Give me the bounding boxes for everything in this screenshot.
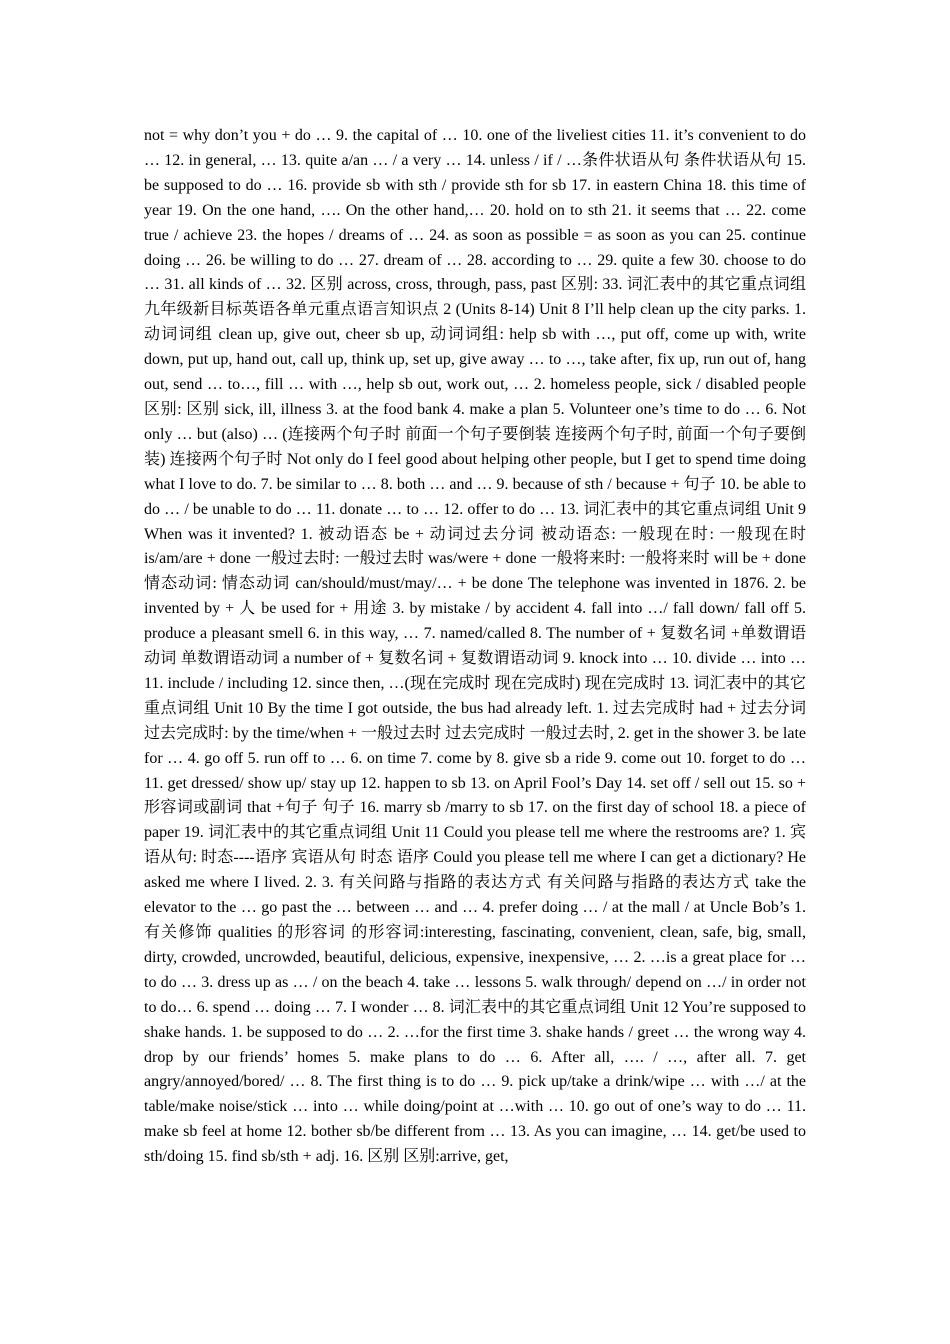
body-paragraph: not = why don’t you + do … 9. the capital of … 10. one of the liveliest cities 11. it’s convenient to do … 12. in general, … 13. quite a/an … / a very … 14. unless / if / …条件状语从句 条件状语从句 15. be supposed to do … 16. provide sb with sth / provide sth for sb 17. in eastern China 18. this time of year 19. On the one hand, …. On the other hand,… 20. hold on to sth 21. it seems that … 22. come true / achieve 23. the hopes / dreams of … 24. as soon as possible = as soon as you can 25. continue doing … 26. be willing to do … 27. dream of … 28. according to … 29. quite a few 30. choose to do … 31. all kinds of … 32. 区别 across, cross, through, pass, past 区别: 33. 词汇表中的其它重点词组 九年级新目标英语各单元重点语言知识点 2 (Units 8-14) Unit 8 I’ll help clean up the city parks. 1. 动词词组 clean up, give out, cheer sb up, 动词词组: help sb with …, put off, come up with, write down, put up, hand out, call up, think up, set up, give away … to …, take after, fix up, run out of, hang out, send … to…, fill … with …, help sb out, work out, … 2. homeless people, sick / disabled people 区别: 区别 sick, ill, illness 3. at the food bank 4. make a plan 5. Volunteer one’s time to do … 6. Not only … but (also) … (连接两个句子时 前面一个句子要倒装 连接两个句子时, 前面一个句子要倒装) 连接两个句子时 Not only do I feel good about helping other people, but I get to spend time doing what I love to do. 7. be similar to … 8. both … and … 9. because of sth / because + 句子 10. be able to do … / be unable to do … 11. donate … to … 12. offer to do … 13. 词汇表中的其它重点词组 Unit 9 When was it invented? 1. 被动语态 be + 动词过去分词 被动语态: 一般现在时: 一般现在时 is/am/are + done 一般过去时: 一般过去时 was/were + done 一般将来时: 一般将来时 will be + done 情态动词: 情态动词 can/should/must/may/… + be done The telephone was invented in 1876. 2. be invented by + 人 be used for + 用途 3. by mistake / by accident 4. fall into …/ fall down/ fall off 5. produce a pleasant smell 6. in this way, … 7. named/called 8. The number of + 复数名词 +单数谓语动词 单数谓语动词 a number of + 复数名词 + 复数谓语动词 9. knock into … 10. divide … into … 11. include / including 12. since then, …(现在完成时 现在完成时) 现在完成时 13. 词汇表中的其它重点词组 Unit 10 By the time I got outside, the bus had already left. 1. 过去完成时 had + 过去分词 过去完成时: by the time/when + 一般过去时 过去完成时 一般过去时, 2. get in the shower 3. be late for … 4. go off 5. run off to … 6. on time 7. come by 8. give sb a ride 9. come out 10. forget to do … 11. get dressed/ show up/ stay up 12. happen to sb 13. on April Fool’s Day 14. set off / sell out 15. so + 形容词或副词 that +句子 句子 16. marry sb /marry to sb 17. on the first day of school 18. a piece of paper 19. 词汇表中的其它重点词组 Unit 11 Could you please tell me where the restrooms are? 1. 宾语从句: 时态----语序 宾语从句 时态 语序 Could you please tell me where I can get a dictionary? He asked me where I lived. 2. 3. 有关问路与指路的表达方式 有关问路与指路的表达方式 take the elevator to the … go past the … between … and … 4. prefer doing … / at the mall / at Uncle Bob’s 1. 有关修饰 qualities 的形容词 的形容词:interesting, fascinating, convenient, clean, safe, big, small, dirty, crowded, uncrowded, beautiful, delicious, expensive, inexpensive, … 2. …is a great place for … to do … 3. dress up as … / on the beach 4. take … lessons 5. walk through/ depend on …/ in order not to do… 6. spend … doing … 7. I wonder … 8. 词汇表中的其它重点词组 Unit 12 You’re supposed to shake hands. 1. be supposed to do … 2. …for the first time 3. shake hands / greet … the wrong way 4. drop by our friends’ homes 5. make plans to do … 6. After all, …. / …, after all. 7. get angry/annoyed/bored/ … 8. The first thing is to do … 9. pick up/take a drink/wipe … with …/ at the table/make noise/stick … into … while doing/point at …with … 10. go out of one’s way to do … 11. make sb feel at home 12. bother sb/be different from … 13. As you can imagine, … 14. get/be used to sth/doing 15. find sb/sth + adj. 16. 区别 区别:arrive, get,	[144, 127, 806, 1166]
document-page	[144, 124, 806, 1170]
